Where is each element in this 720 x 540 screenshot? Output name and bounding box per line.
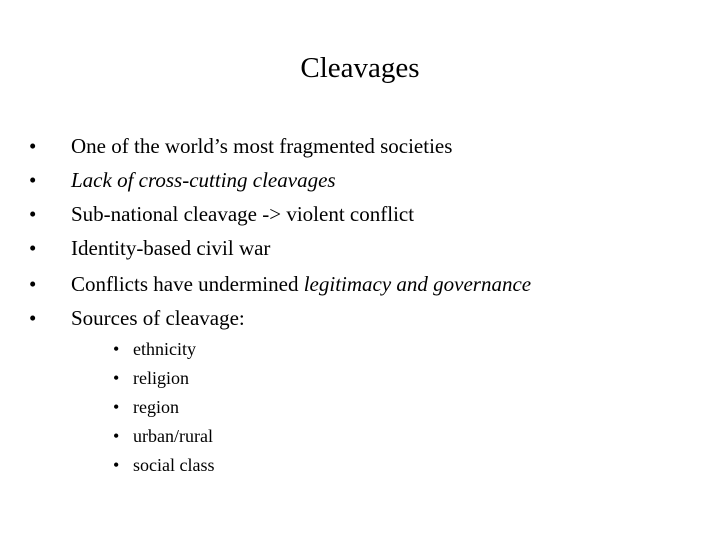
bullet-text [71,233,270,263]
sub-bullet-text: urban/rural [133,426,213,446]
sub-bullet-text: religion [133,368,189,388]
bullet-text [71,269,531,299]
sub-bullet-text: social class [133,455,215,475]
slide-title: Cleavages [300,52,420,84]
bullet-text-part: One of the world’s most fragmented societies [71,134,453,158]
bullet-text-part: legitimacy and governance [303,272,532,296]
bullet-text [71,165,336,195]
bullet-dot-icon: • [113,397,120,417]
bullet-dot-icon: • [113,426,120,446]
bullet-dot-icon: • [113,455,120,475]
bullet-dot-icon: • [113,339,120,359]
bullet-dot-icon: • [29,236,37,260]
sub-bullet-text: ethnicity [133,339,196,359]
bullet-text-part: Conflicts have undermined [71,272,304,296]
sub-bullet-text: region [133,397,179,417]
bullet-text [71,131,452,161]
bullet-dot-icon: • [29,272,37,296]
bullet-dot-icon: • [29,306,37,330]
bullet-text [71,199,414,229]
bullet-text-part: Lack of cross-cutting cleavages [71,168,336,192]
bullet-text-part: Identity-based civil war [71,236,271,260]
bullet-dot-icon: • [29,168,37,192]
bullet-text [71,303,245,333]
bullet-text-part: Sources of cleavage: [71,306,245,330]
bullet-dot-icon: • [113,368,120,388]
bullet-dot-icon: • [29,202,37,226]
bullet-text-part: Sub-national cleavage -> violent conflict [71,202,415,226]
bullet-dot-icon: • [29,134,37,158]
